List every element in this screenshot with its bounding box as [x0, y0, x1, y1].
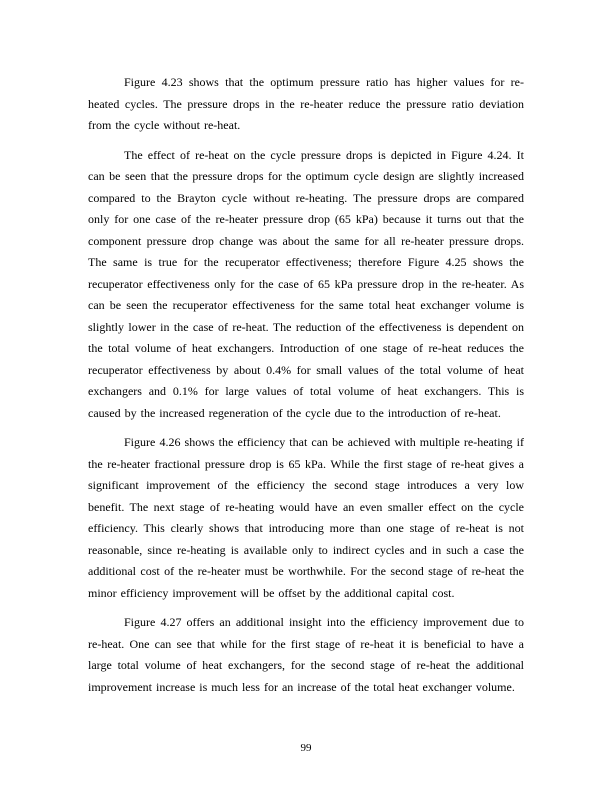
paragraph-1: Figure 4.23 shows that the optimum pressure ratio has higher values for re-heated cycles. The pressure drops in the re-heater reduce the pressure ratio deviation from the cycle without re-heat. [88, 75, 524, 132]
paragraph-4: Figure 4.27 offers an additional insight into the efficiency improvement due to re-heat. One can see that while for the first stage of re-heat it is beneficial to have a large total volume of heat exchangers, for the second stage of re-heat the additional improvement increase is much less for an increase of the total heat exchanger volume. [88, 615, 524, 694]
paragraph-2: The effect of re-heat on the cycle pressure drops is depicted in Figure 4.24. It can be seen that the pressure drops for the optimum cycle design are slightly increased compared to the Brayton cycle without re-heating. The pressure drops are compared only for one case of the re-heater pressure drop (65 kPa) because it turns out that the component pressure drop change was about the same for all re-heater pressure drops. The same is true for the recuperator effectiveness; therefore Figure 4.25 shows the recuperator effectiveness only for the case of 65 kPa pressure drop in the re-heater. As can be seen the recuperator effectiveness for the same total heat exchanger volume is slightly lower in the case of re-heat. The reduction of the effectiveness is dependent on the total volume of heat exchangers. Introduction of one stage of re-heat reduces the recuperator effectiveness by about 0.4% for small values of the total volume of heat exchangers and 0.1% for large values of total volume of heat exchangers. This is caused by the increased regeneration of the cycle due to the introduction of re-heat. [88, 147, 524, 420]
body-text [88, 72, 524, 706]
page-number: 99 [300, 742, 312, 754]
paragraph-3: Figure 4.26 shows the efficiency that can be achieved with multiple re-heating if the re-heater fractional pressure drop is 65 kPa. While the first stage of re-heat gives a significant improvement of the efficiency the second stage introduces a very low benefit. The next stage of re-heating would have an even smaller effect on the cycle efficiency. This clearly shows that introducing more than one stage of re-heat is not reasonable, since re-heating is available only to indirect cycles and in such a case the additional cost of the re-heater must be worthwhile. For the second stage of re-heat the minor efficiency improvement will be offset by the additional capital cost. [88, 435, 524, 600]
